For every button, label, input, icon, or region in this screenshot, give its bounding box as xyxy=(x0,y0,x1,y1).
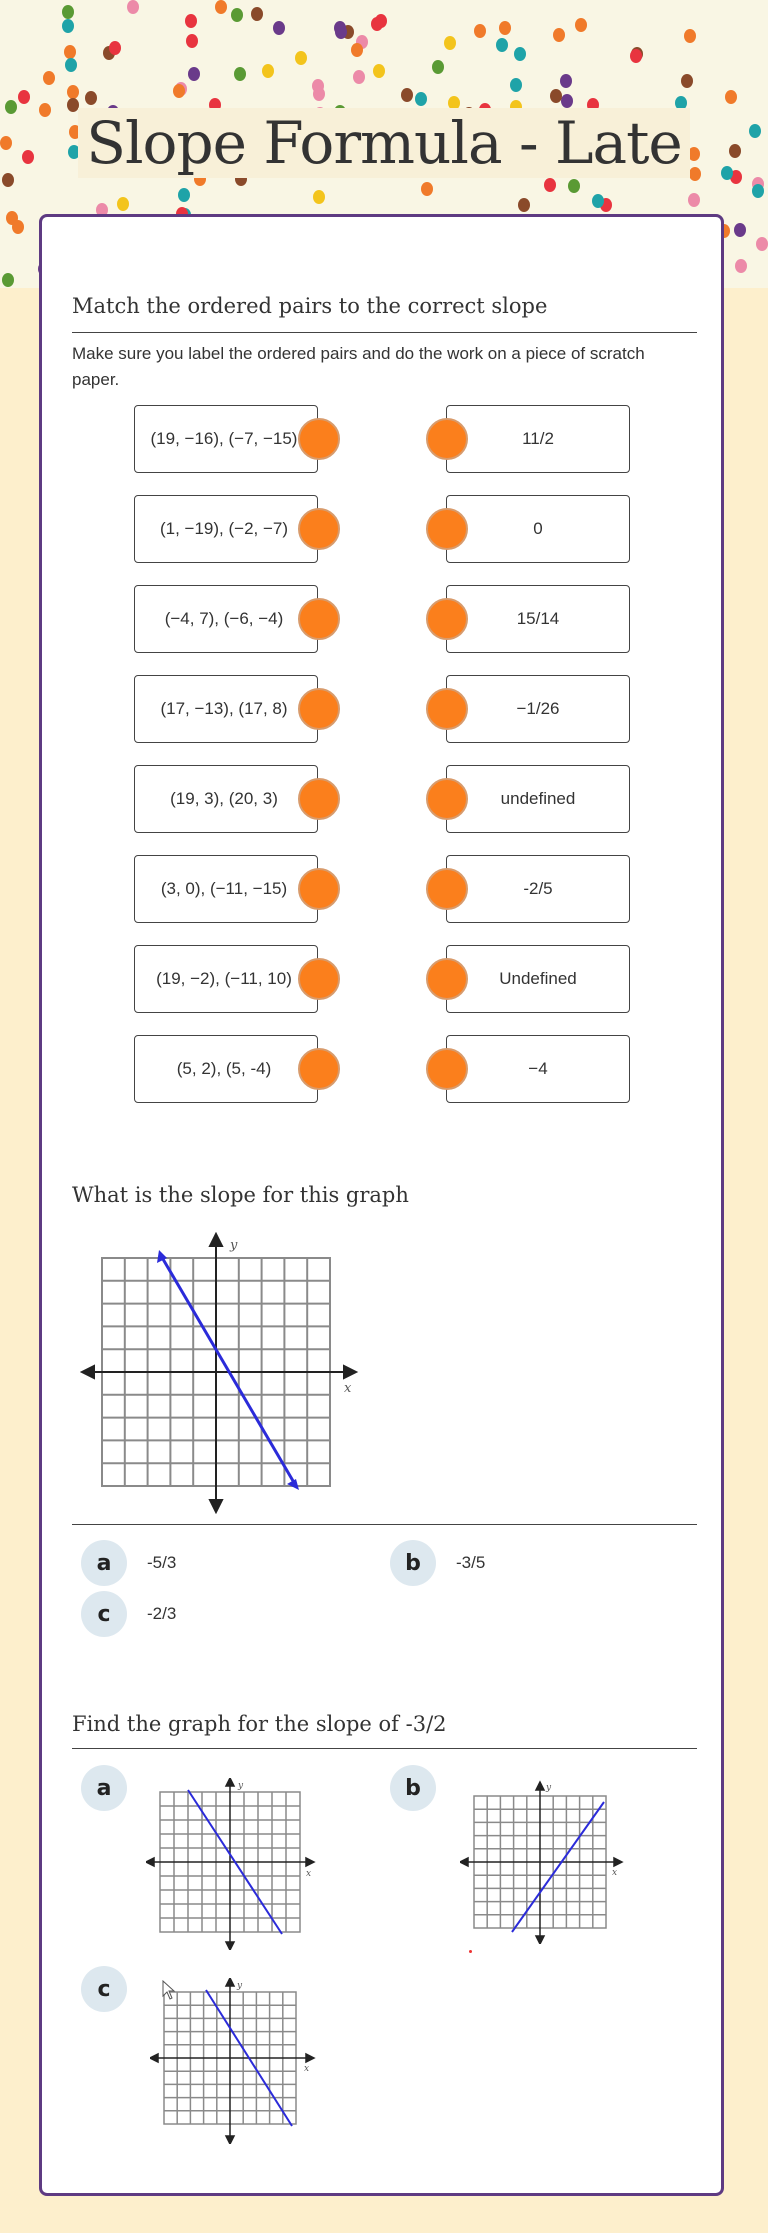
divider xyxy=(72,1524,697,1525)
question-2-title: What is the slope for this graph xyxy=(72,1183,409,1207)
confetti-dot xyxy=(444,36,456,50)
confetti-dot xyxy=(215,0,227,14)
match-right-connector[interactable] xyxy=(426,688,468,730)
choice-a-text[interactable]: -5/3 xyxy=(147,1553,177,1572)
match-right-connector[interactable] xyxy=(426,508,468,550)
confetti-dot xyxy=(752,184,764,198)
match-right-item[interactable]: −4 xyxy=(446,1035,630,1103)
confetti-dot xyxy=(729,144,741,158)
confetti-dot xyxy=(496,38,508,52)
confetti-dot xyxy=(353,70,365,84)
question-3-title: Find the graph for the slope of -3/2 xyxy=(72,1712,447,1736)
confetti-dot xyxy=(421,182,433,196)
confetti-dot xyxy=(313,190,325,204)
choice-b-badge[interactable]: b xyxy=(390,1765,436,1811)
confetti-dot xyxy=(273,21,285,35)
confetti-dot xyxy=(756,237,768,251)
confetti-dot xyxy=(401,88,413,102)
confetti-dot xyxy=(39,103,51,117)
confetti-dot xyxy=(514,47,526,61)
confetti-dot xyxy=(2,273,14,287)
match-right-connector[interactable] xyxy=(426,868,468,910)
confetti-dot xyxy=(12,220,24,234)
confetti-dot xyxy=(186,34,198,48)
match-left-connector[interactable] xyxy=(298,778,340,820)
confetti-dot xyxy=(749,124,761,138)
stray-mark xyxy=(469,1950,472,1953)
choice-c-text[interactable]: -2/3 xyxy=(147,1604,177,1623)
page-title: Slope Formula - Late xyxy=(86,109,682,177)
confetti-dot xyxy=(684,29,696,43)
match-right-item[interactable]: −1/26 xyxy=(446,675,630,743)
confetti-dot xyxy=(334,21,346,35)
match-left-item[interactable]: (19, −2), (−11, 10) xyxy=(134,945,318,1013)
choice-c-badge[interactable]: c xyxy=(81,1966,127,2012)
confetti-dot xyxy=(109,41,121,55)
confetti-dot xyxy=(2,173,14,187)
confetti-dot xyxy=(735,259,747,273)
confetti-dot xyxy=(544,178,556,192)
match-left-item[interactable]: (5, 2), (5, -4) xyxy=(134,1035,318,1103)
match-right-connector[interactable] xyxy=(426,958,468,1000)
match-left-item[interactable]: (19, −16), (−7, −15) xyxy=(134,405,318,473)
confetti-dot xyxy=(67,85,79,99)
svg-text:x: x xyxy=(306,1869,312,1879)
confetti-dot xyxy=(351,43,363,57)
question-1-instructions: Make sure you label the ordered pairs and do the work on a piece of scratch paper. xyxy=(72,344,645,389)
confetti-dot xyxy=(373,64,385,78)
match-right-item[interactable]: -2/5 xyxy=(446,855,630,923)
confetti-dot xyxy=(592,194,604,208)
match-right-connector[interactable] xyxy=(426,778,468,820)
confetti-dot xyxy=(630,49,642,63)
match-left-connector[interactable] xyxy=(298,418,340,460)
match-left-item[interactable]: (1, −19), (−2, −7) xyxy=(134,495,318,563)
divider xyxy=(72,1748,697,1749)
match-right-connector[interactable] xyxy=(426,418,468,460)
confetti-dot xyxy=(510,78,522,92)
confetti-dot xyxy=(234,67,246,81)
confetti-dot xyxy=(474,24,486,38)
confetti-dot xyxy=(689,167,701,181)
match-right-item[interactable]: Undefined xyxy=(446,945,630,1013)
choice-b-text[interactable]: -3/5 xyxy=(456,1553,486,1572)
match-left-connector[interactable] xyxy=(298,1048,340,1090)
confetti-dot xyxy=(251,7,263,21)
confetti-dot xyxy=(5,100,17,114)
confetti-dot xyxy=(262,64,274,78)
svg-text:y: y xyxy=(237,1981,243,1991)
confetti-dot xyxy=(127,0,139,14)
svg-text:x: x xyxy=(612,1868,618,1878)
confetti-dot xyxy=(561,94,573,108)
confetti-dot xyxy=(415,92,427,106)
confetti-dot xyxy=(295,51,307,65)
confetti-dot xyxy=(43,71,55,85)
match-right-item[interactable]: undefined xyxy=(446,765,630,833)
confetti-dot xyxy=(188,67,200,81)
match-left-connector[interactable] xyxy=(298,958,340,1000)
confetti-dot xyxy=(688,193,700,207)
question-2-graph xyxy=(80,1232,360,1514)
choice-b-graph[interactable] xyxy=(460,1780,624,1944)
confetti-dot xyxy=(432,60,444,74)
question-1-title: Match the ordered pairs to the correct slope xyxy=(72,294,548,318)
choice-b-badge[interactable]: b xyxy=(390,1540,436,1586)
confetti-dot xyxy=(231,8,243,22)
confetti-dot xyxy=(560,74,572,88)
confetti-dot xyxy=(725,90,737,104)
confetti-dot xyxy=(0,136,12,150)
match-left-item[interactable]: (−4, 7), (−6, −4) xyxy=(134,585,318,653)
confetti-dot xyxy=(178,188,190,202)
choice-a-graph[interactable] xyxy=(146,1778,316,1950)
confetti-dot xyxy=(62,5,74,19)
confetti-dot xyxy=(185,14,197,28)
confetti-dot xyxy=(22,150,34,164)
x-axis-label: x xyxy=(344,1381,352,1396)
svg-text:y: y xyxy=(546,1783,552,1793)
match-left-connector[interactable] xyxy=(298,598,340,640)
choice-c-graph[interactable] xyxy=(150,1978,316,2144)
confetti-dot xyxy=(64,45,76,59)
match-right-connector[interactable] xyxy=(426,598,468,640)
match-left-connector[interactable] xyxy=(298,508,340,550)
confetti-dot xyxy=(117,197,129,211)
confetti-dot xyxy=(499,21,511,35)
confetti-dot xyxy=(681,74,693,88)
svg-text:y: y xyxy=(238,1781,244,1791)
match-right-item[interactable]: 15/14 xyxy=(446,585,630,653)
match-left-connector[interactable] xyxy=(298,688,340,730)
confetti-dot xyxy=(550,89,562,103)
y-axis-label: y xyxy=(230,1238,238,1253)
confetti-dot xyxy=(65,58,77,72)
confetti-dot xyxy=(518,198,530,212)
match-right-connector[interactable] xyxy=(426,1048,468,1090)
confetti-dot xyxy=(313,87,325,101)
confetti-dot xyxy=(85,91,97,105)
match-left-item[interactable]: (3, 0), (−11, −15) xyxy=(134,855,318,923)
choice-c-badge[interactable]: c xyxy=(81,1591,127,1637)
confetti-dot xyxy=(553,28,565,42)
confetti-dot xyxy=(734,223,746,237)
match-left-connector[interactable] xyxy=(298,868,340,910)
match-left-item[interactable]: (19, 3), (20, 3) xyxy=(134,765,318,833)
choice-a-badge[interactable]: a xyxy=(81,1765,127,1811)
confetti-dot xyxy=(575,18,587,32)
divider xyxy=(72,332,697,333)
svg-text:x: x xyxy=(304,2064,310,2074)
confetti-dot xyxy=(721,166,733,180)
confetti-dot xyxy=(62,19,74,33)
mouse-cursor-icon xyxy=(162,1980,176,2000)
confetti-dot xyxy=(568,179,580,193)
match-right-item[interactable]: 0 xyxy=(446,495,630,563)
match-right-item[interactable]: 11/2 xyxy=(446,405,630,473)
confetti-dot xyxy=(18,90,30,104)
confetti-dot xyxy=(371,17,383,31)
choice-a-badge[interactable]: a xyxy=(81,1540,127,1586)
match-left-item[interactable]: (17, −13), (17, 8) xyxy=(134,675,318,743)
confetti-dot xyxy=(173,84,185,98)
